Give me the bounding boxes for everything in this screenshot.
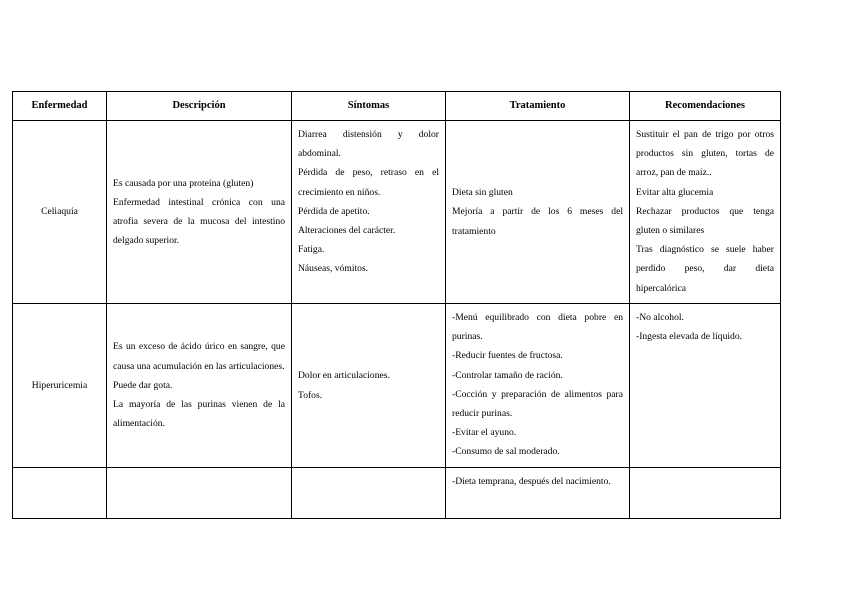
table-row [13,468,781,519]
recommendations-cell [630,121,781,304]
diseases-table [12,91,781,519]
treatment-line: Mejoría a partir de los 6 meses del tratamiento [452,206,623,237]
treatment-line: -Consumo de sal moderado. [452,446,560,458]
symptom-line: Tofos. [298,389,323,401]
treatment-line: -Controlar tamaño de ración. [452,369,563,381]
table-row [13,304,781,468]
description-cell [107,468,292,519]
symptom-line: Pérdida de apetito. [298,205,370,217]
header-tratamiento: Tratamiento [446,92,630,121]
treatment-line: -Evitar el ayuno. [452,427,517,439]
table-header-row [13,92,781,121]
recommendation-line: Rechazar productos que tenga gluten o similares [636,205,774,237]
symptom-line: Dolor en articulaciones. [298,370,390,382]
recommendation-line: Sustituir el pan de trigo por otros productos sin gluten, tortas de arroz, pan de maíz.. [636,129,774,179]
description-line: Puede dar gota. [113,379,173,391]
description-line: La mayoría de las purinas vienen de la alimentación. [113,399,285,430]
disease-cell: Celiaquía [13,121,107,304]
treatment-cell [446,468,630,519]
symptoms-cell [292,468,446,519]
symptom-line: Pérdida de peso, retraso en el crecimiento en niños. [298,167,439,198]
treatment-cell [446,121,630,304]
treatment-line: Dieta sin gluten [452,187,513,199]
disease-cell [13,468,107,519]
symptoms-cell [292,121,446,304]
symptom-line: Diarrea distensión y dolor abdominal. [298,129,439,160]
description-cell [107,304,292,468]
recommendations-cell [630,304,781,468]
description-line: Es un exceso de ácido úrico en sangre, que causa una acumulación en las articulaciones. [113,341,285,372]
description-line: Enfermedad intestinal crónica con una atrofia severa de la mucosa del intestino delgado superior. [113,196,285,247]
recommendation-line: -No alcohol. [636,312,684,323]
symptom-line: Fatiga. [298,244,325,256]
header-descripcion: Descripción [107,92,292,121]
recommendation-line: Evitar alta glucemia [636,186,714,198]
header-recomendaciones: Recomendaciones [630,92,781,121]
disease-cell: Hiperuricemia [13,304,107,468]
symptom-line: Náuseas, vómitos. [298,263,369,275]
header-enfermedad: Enfermedad [13,92,107,121]
treatment-cell [446,304,630,468]
symptoms-cell [292,304,446,468]
description-line: Es causada por una proteína (gluten) [113,177,254,189]
treatment-line: -Cocción y preparación de alimentos para reducir purinas. [452,388,623,420]
treatment-line: -Dieta temprana, después del nacimiento. [452,476,611,487]
recommendations-cell [630,468,781,519]
table-row [13,121,781,304]
treatment-line: -Menú equilibrado con dieta pobre en purinas. [452,312,623,343]
treatment-line: -Reducir fuentes de fructosa. [452,350,563,362]
recommendation-line: -Ingesta elevada de líquido. [636,331,743,343]
symptom-line: Alteraciones del carácter. [298,225,396,237]
description-cell [107,121,292,304]
recommendation-line: Tras diagnóstico se suele haber perdido peso, dar dieta hipercalórica [636,244,774,294]
header-sintomas: Síntomas [292,92,446,121]
